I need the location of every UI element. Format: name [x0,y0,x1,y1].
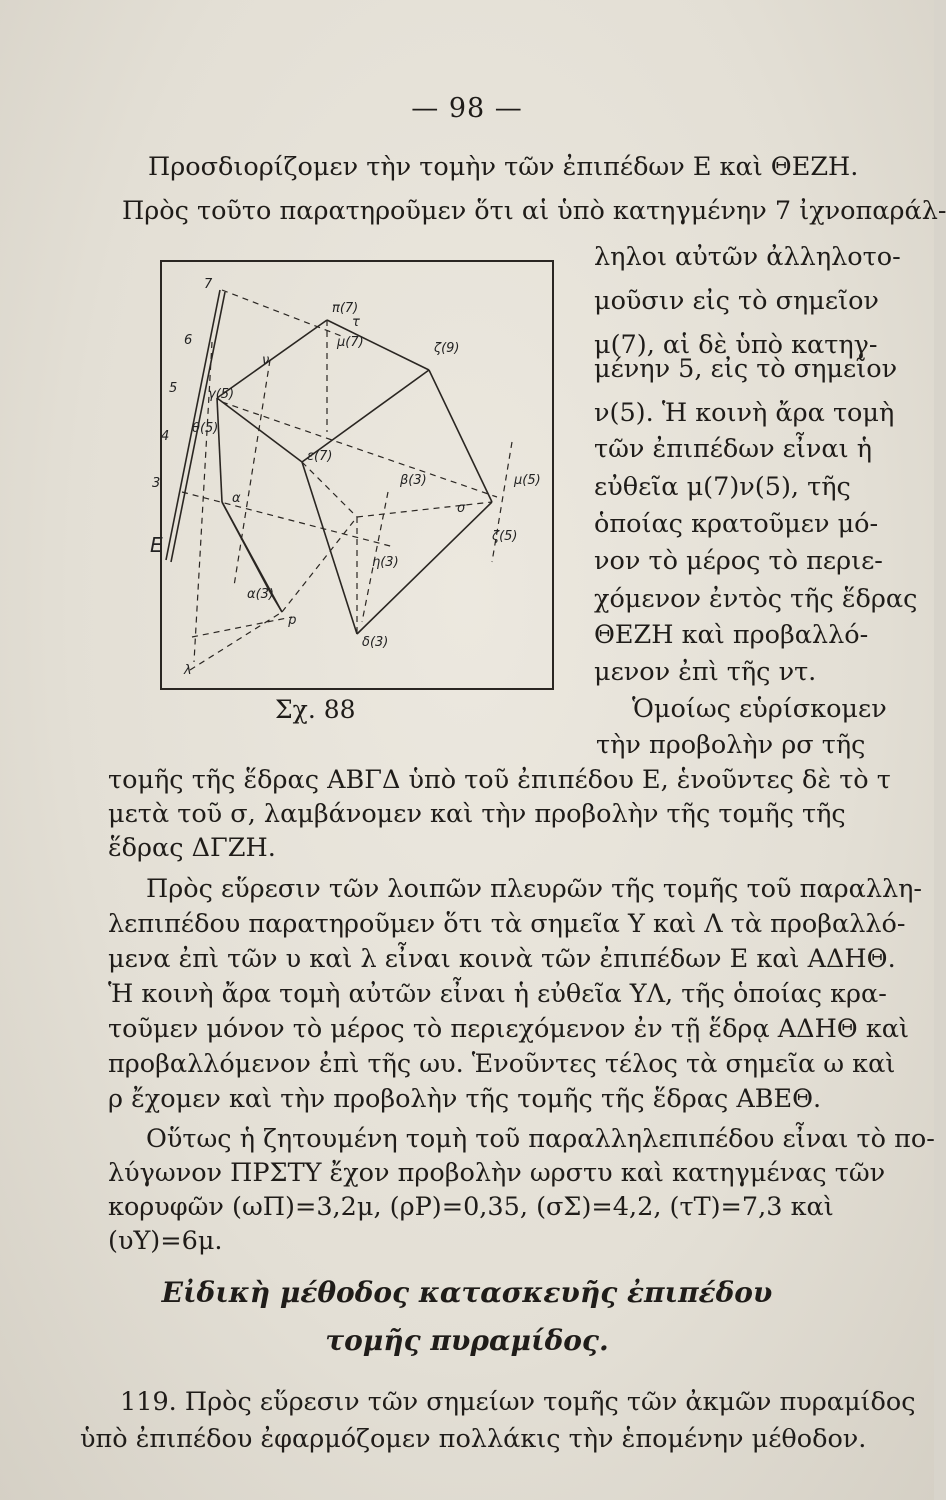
text-line: Πρὸς εὕρεσιν τῶν λοιπῶν πλευρῶν τῆς τομῆς τοῦ παραλλη- [146,874,923,904]
label-5: 5 [169,381,178,396]
label-mu7: μ(7) [337,335,364,350]
text-line: λεπιπέδου παρατηροῦμεν ὅτι τὰ σημεῖα Υ καὶ Λ τὰ προβαλλό- [108,909,906,939]
label-beta3: β(3) [400,473,427,488]
label-sigma: σ [457,501,466,516]
label-lambda: λ [184,663,192,678]
text-line: μενα ἐπὶ τῶν υ καὶ λ εἶναι κοινὰ τῶν ἐπιπέδων Ε καὶ ΑΔΗΘ. [108,944,896,974]
text-line: Πρὸς τοῦτο παρατηροῦμεν ὅτι αἱ ὑπὸ κατηγμένην 7 ἰχνοπαράλ- [122,196,946,226]
label-gamma5: γ(5) [208,387,235,402]
text-line: ρ ἔχομεν καὶ τὴν προβολὴν τῆς τομῆς τῆς ἕδρας ΑΒΕΘ. [108,1084,822,1114]
text-line: νον τὸ μέρος τὸ περιε- [594,546,883,576]
label-epsilon7: ε(7) [307,449,333,464]
dashed-line [192,617,292,637]
label-6: 6 [184,333,193,348]
label-alpha: α [232,491,241,506]
text-line: κορυφῶν (ωΠ)=3,2μ, (ρΡ)=0,35, (σΣ)=4,2, (τΤ)=7,3 καὶ [108,1192,834,1222]
label-zeta5: ζ(5) [492,529,518,544]
label-zeta9: ζ(9) [434,341,460,356]
text-line: μενον ἐπὶ τῆς ντ. [594,657,817,687]
label-theta5: θ(5) [192,421,219,436]
label-tau: τ [352,315,360,330]
label-pi7: π(7) [332,301,359,316]
dashed-line [190,612,282,670]
dashed-line [182,492,394,547]
text-line: Οὕτως ἡ ζητουμένη τομὴ τοῦ παραλληλεπιπέδου εἶναι τὸ πο- [146,1124,935,1154]
label-eta3: η(3) [372,555,399,570]
dashed-line [234,360,270,586]
text-line: χόμενον ἐντὸς τῆς ἕδρας [594,584,918,614]
text-line: (υΥ)=6μ. [108,1226,223,1256]
section-heading: Εἰδικὴ μέθοδος κατασκευῆς ἐπιπέδου [161,1276,773,1309]
label-nu: ν [262,353,270,368]
text-line: μένην 5, εἰς τὸ σημεῖον [594,354,898,384]
figure-caption: Σχ. 88 [275,695,356,724]
text-line: τομῆς τῆς ἕδρας ΑΒΓΔ ὑπὸ τοῦ ἐπιπέδου Ε, ἑνοῦντες δὲ τὸ τ [108,765,891,795]
text-line: τῶν ἐπιπέδων εἶναι ἡ [594,434,872,464]
edge [302,462,357,634]
dashed-line [357,502,492,517]
dashed-line [222,402,497,497]
label-rho: ρ [288,613,297,628]
text-line: τὴν προβολὴν ρσ τῆς [596,730,866,760]
edge [217,398,302,462]
text-line: μοῦσιν εἰς τὸ σημεῖον [594,286,879,316]
edge [429,370,492,502]
text-line: ΘΕΖΗ καὶ προβαλλό- [594,620,869,650]
text-line: ὁποίας κρατοῦμεν μό- [594,509,879,539]
label-4: 4 [161,429,170,444]
figure-88 [150,260,554,690]
label-alpha3: α(3) [247,587,274,602]
dashed-line [222,290,344,337]
text-line: ἕδρας ΔΓΖΗ. [108,833,276,863]
label-7: 7 [204,277,213,292]
label-delta3: δ(3) [362,635,389,650]
text-line: τοῦμεν μόνον τὸ μέρος τὸ περιεχόμενον ἐν τῇ ἕδρᾳ ΑΔΗΘ καὶ [108,1014,909,1044]
text-line: ὑπὸ ἐπιπέδου ἐφαρμόζομεν πολλάκις τὴν ἑπομένην μέθοδον. [80,1424,867,1454]
text-line: προβαλλόμενον ἐπὶ τῆς ωυ. Ἑνοῦντες τέλος τὰ σημεῖα ω καὶ [108,1049,896,1079]
text-line: ληλοι αὐτῶν ἀλληλοτο- [594,242,901,272]
parallelepiped-diagram [150,262,552,688]
text-line: Ἡ κοινὴ ἄρα τομὴ αὐτῶν εἶναι ἡ εὐθεῖα ΥΛ, τῆς ὁποίας κρα- [108,979,887,1009]
text-line: ν(5). Ἡ κοινὴ ἄρα τομὴ [594,398,895,428]
edge [217,398,222,502]
label-E: E [150,533,163,557]
label-mu5: μ(5) [514,473,541,488]
section-heading: τομῆς πυραμίδος. [325,1324,609,1357]
page-number: — 98 — [411,93,523,124]
text-line: μετὰ τοῦ σ, λαμβάνομεν καὶ τὴν προβολὴν τῆς τομῆς τῆς [108,799,846,829]
text-line: λύγωνον ΠΡΣΤΥ ἔχον προβολὴν ωρστυ καὶ κατηγμένας τῶν [108,1158,886,1188]
text-line: μ(7), αἱ δὲ ὑπὸ κατηγ- [594,330,878,360]
text-line: Προσδιορίζομεν τὴν τομὴν τῶν ἐπιπέδων Ε καὶ ΘΕΖΗ. [148,152,859,182]
label-3: 3 [152,476,161,491]
text-line: Ὁμοίως εὑρίσκομεν [632,694,887,724]
edge [222,502,270,592]
text-line: εὐθεῖα μ(7)ν(5), τῆς [594,472,851,502]
text-line: 119. Πρὸς εὕρεσιν τῶν σημείων τομῆς τῶν ἀκμῶν πυραμίδος [120,1387,916,1417]
dashed-line [492,442,512,562]
